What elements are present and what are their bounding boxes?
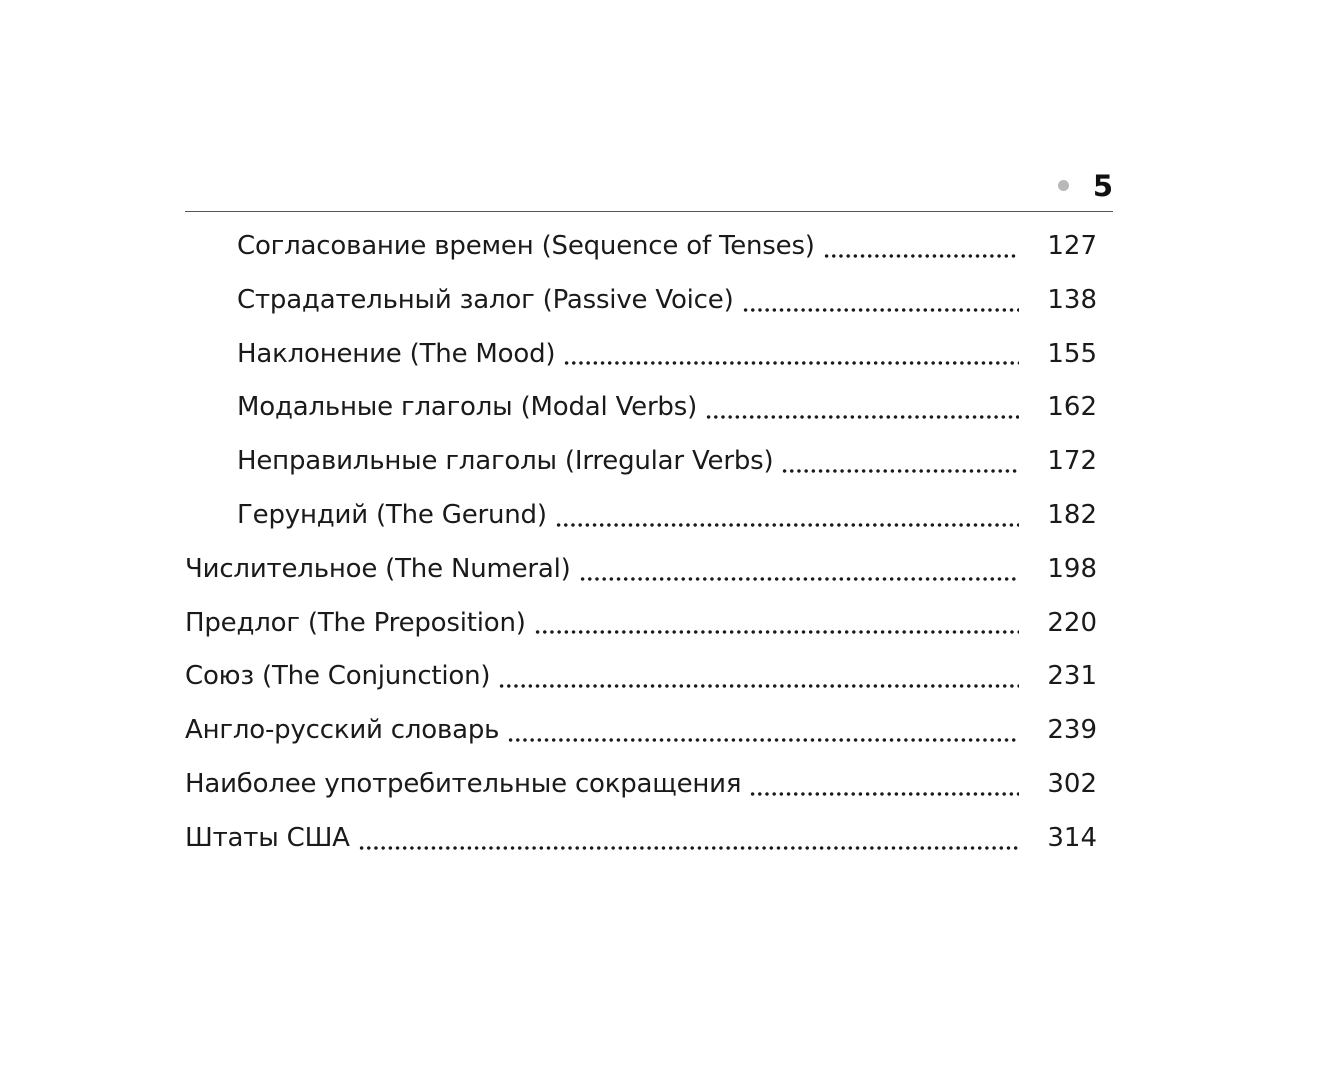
toc-entry bbox=[185, 704, 1097, 758]
toc-entry-page-number: 231 bbox=[1047, 661, 1097, 692]
toc-entry-title: Наклонение (The Mood) bbox=[237, 338, 556, 369]
toc-entry-page-number: 155 bbox=[1047, 338, 1097, 369]
toc-entry-page-number: 138 bbox=[1047, 284, 1097, 315]
toc-entry-title: Страдательный залог (Passive Voice) bbox=[237, 284, 734, 315]
toc-entry bbox=[185, 489, 1097, 543]
toc-entry bbox=[185, 543, 1097, 597]
toc-entry bbox=[185, 274, 1097, 328]
toc-entry bbox=[185, 597, 1097, 651]
dot-leader bbox=[781, 468, 1019, 474]
toc-entry-title: Неправильные глаголы (Irregular Verbs) bbox=[237, 446, 774, 477]
dot-leader bbox=[507, 737, 1019, 743]
dot-leader bbox=[742, 307, 1019, 313]
dot-leader bbox=[555, 522, 1019, 528]
toc-entry-title: Наиболее употребительные сокращения bbox=[185, 768, 742, 799]
toc-entry bbox=[185, 435, 1097, 489]
dot-leader bbox=[563, 360, 1019, 366]
header-divider bbox=[185, 211, 1113, 212]
page-number: 5 bbox=[1092, 169, 1113, 203]
toc-entry bbox=[185, 328, 1097, 382]
toc-entry bbox=[185, 650, 1097, 704]
toc-entry-title: Союз (The Conjunction) bbox=[185, 661, 491, 692]
toc-entry bbox=[185, 381, 1097, 435]
toc-entry-page-number: 198 bbox=[1047, 553, 1097, 584]
dot-leader bbox=[823, 253, 1019, 259]
toc-entry-title: Модальные глаголы (Modal Verbs) bbox=[237, 392, 698, 423]
toc-entry-page-number: 182 bbox=[1047, 499, 1097, 530]
toc-entry-title: Англо-русский словарь bbox=[185, 715, 500, 746]
toc-entry-title: Штаты США bbox=[185, 822, 350, 853]
toc-entry-title: Герундий (The Gerund) bbox=[237, 499, 547, 530]
toc-entry-title: Предлог (The Preposition) bbox=[185, 607, 526, 638]
bullet-dot-icon bbox=[1058, 180, 1069, 191]
toc-entry-page-number: 162 bbox=[1047, 392, 1097, 423]
dot-leader bbox=[579, 576, 1019, 582]
dot-leader bbox=[358, 845, 1019, 851]
toc-entry-page-number: 239 bbox=[1047, 715, 1097, 746]
toc-entry bbox=[185, 758, 1097, 812]
toc-entry-page-number: 127 bbox=[1047, 231, 1097, 261]
dot-leader bbox=[534, 629, 1019, 635]
table-of-contents bbox=[185, 220, 1097, 866]
dot-leader bbox=[498, 683, 1019, 689]
toc-entry-page-number: 172 bbox=[1047, 446, 1097, 477]
toc-entry bbox=[185, 812, 1097, 866]
dot-leader bbox=[705, 414, 1019, 420]
toc-entry-title: Согласование времен (Sequence of Tenses) bbox=[237, 231, 815, 261]
toc-entry-title: Числительное (The Numeral) bbox=[185, 553, 571, 584]
dot-leader bbox=[749, 791, 1019, 797]
toc-entry bbox=[185, 220, 1097, 274]
toc-entry-page-number: 220 bbox=[1047, 607, 1097, 638]
toc-entry-page-number: 302 bbox=[1047, 768, 1097, 799]
page-header bbox=[185, 168, 1113, 208]
toc-entry-page-number: 314 bbox=[1047, 822, 1097, 853]
